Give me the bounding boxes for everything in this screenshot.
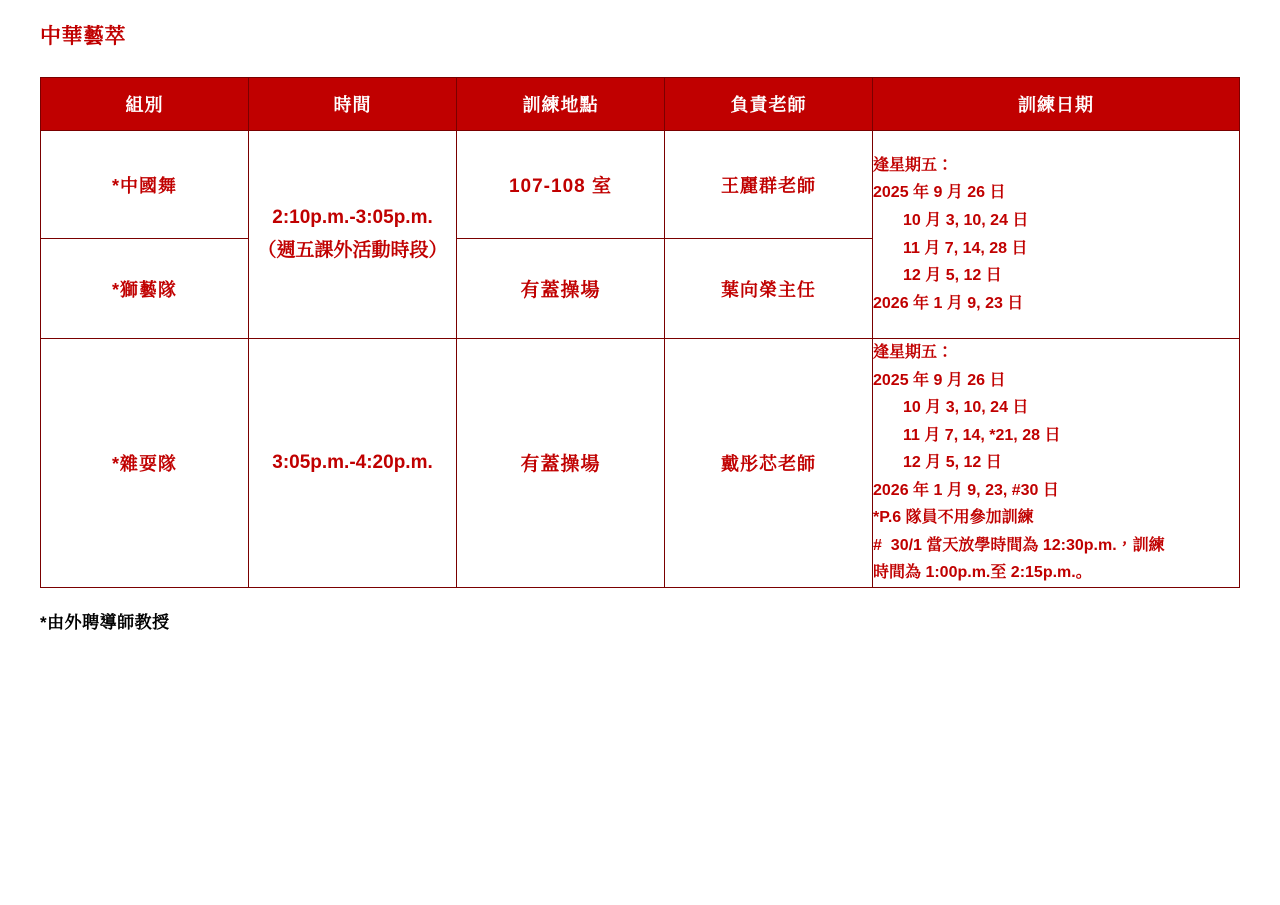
dates-note: # 30/1 當天放學時間為 12:30p.m.，訓練 <box>873 536 1165 554</box>
cell-teacher-yip: 葉向榮主任 <box>665 239 873 339</box>
dates-note: 時間為 1:00p.m.至 2:15p.m.。 <box>873 564 1092 582</box>
dates-line: 11 月 7, 14, *21, 28 日 <box>903 426 1061 444</box>
dates-line: 12 月 5, 12 日 <box>903 267 1002 285</box>
column-header-teacher: 負責老師 <box>665 78 873 131</box>
cell-group-lion-dance: *獅藝隊 <box>41 239 249 339</box>
cell-time-friday-eca: 2:10p.m.-3:05p.m. （週五課外活動時段） <box>249 131 457 339</box>
dates-line: 2026 年 1 月 9, 23, #30 日 <box>873 481 1059 499</box>
table-body <box>41 131 1240 588</box>
cell-dates-group-b <box>873 339 1240 588</box>
column-header-dates: 訓練日期 <box>873 78 1240 131</box>
cell-group-juggling: *雜耍隊 <box>41 339 249 588</box>
cell-dates-group-a <box>873 131 1240 339</box>
dates-line: 逢星期五： <box>873 156 954 174</box>
dates-line: 11 月 7, 14, 28 日 <box>903 239 1028 257</box>
cell-teacher-tai: 戴彤芯老師 <box>665 339 873 588</box>
footnote: *由外聘導師教授 <box>40 613 170 632</box>
table-row <box>41 339 1240 588</box>
column-header-location: 訓練地點 <box>457 78 665 131</box>
dates-line: 2025 年 9 月 26 日 <box>873 184 1006 202</box>
page-title: 中華藝萃 <box>40 25 126 48</box>
table-header <box>41 78 1240 131</box>
dates-line: 2025 年 9 月 26 日 <box>873 371 1006 389</box>
cell-location-covered-playground-a: 有蓋操場 <box>457 239 665 339</box>
table-header-row <box>41 78 1240 131</box>
dates-line: 2026 年 1 月 9, 23 日 <box>873 294 1024 312</box>
dates-line: 10 月 3, 10, 24 日 <box>903 211 1029 229</box>
cell-location-room-107-108: 107-108 室 <box>457 131 665 239</box>
cell-group-chinese-dance: *中國舞 <box>41 131 249 239</box>
dates-note: *P.6 隊員不用參加訓練 <box>873 509 1034 527</box>
column-header-time: 時間 <box>249 78 457 131</box>
activity-schedule-table <box>40 77 1240 588</box>
table-row <box>41 131 1240 239</box>
dates-line: 12 月 5, 12 日 <box>903 454 1002 472</box>
dates-line: 逢星期五： <box>873 344 954 361</box>
column-header-group: 組別 <box>41 78 249 131</box>
cell-time-afternoon: 3:05p.m.-4:20p.m. <box>249 339 457 588</box>
cell-location-covered-playground-b: 有蓋操場 <box>457 339 665 588</box>
dates-line: 10 月 3, 10, 24 日 <box>903 399 1029 417</box>
cell-teacher-wong: 王麗群老師 <box>665 131 873 239</box>
